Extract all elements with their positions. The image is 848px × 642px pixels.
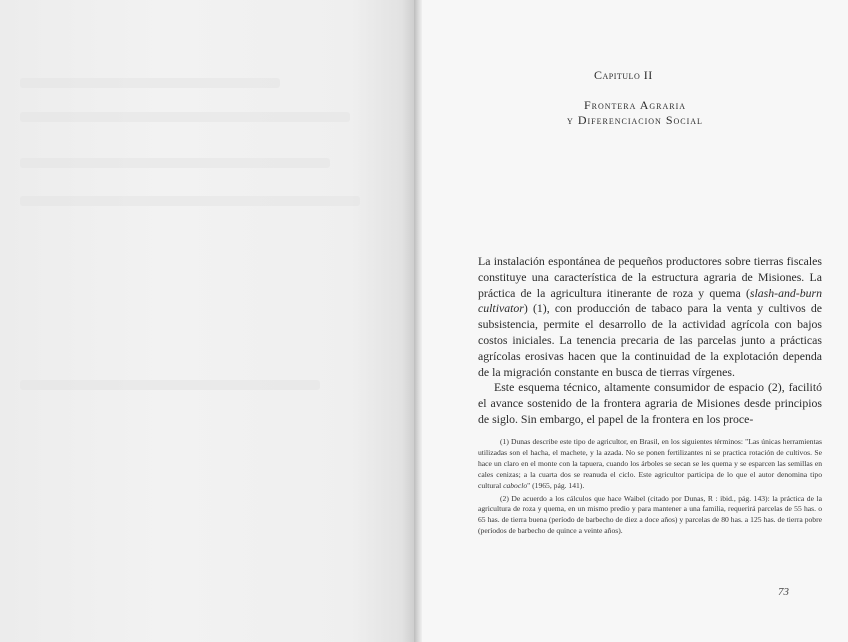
bleed-through-shadow [20, 196, 360, 206]
bleed-through-shadow [20, 78, 280, 88]
right-page [422, 0, 848, 642]
footnotes [478, 437, 822, 537]
bleed-through-shadow [20, 112, 350, 122]
footnote-1-text-a: (1) Dunas describe este tipo de agricultor, en Brasil, en los siguientes términos: "Las únicas herramientas utilizadas son el hacha, el machete, y la azada. No se ponen fertilizantes ni se practica rotación de cultivos. Se hace un claro en el monte con la tapuera, cuando los árboles se secan se les quema y se esparcen las semillas en cales cenizas; a la cuarta dos se reanuda el ciclo. Este agricultor participa de lo que el autor denomina tipo cultural [478, 437, 822, 490]
chapter-title-line1: Frontera Agraria [583, 98, 687, 112]
bleed-through-shadow [20, 158, 330, 168]
book-gutter [414, 0, 422, 642]
paragraph-1-text-a: La instalación espontánea de pequeños productores sobre tierras fiscales constituye una característica de la estructura agraria de Misiones. La práctica de la agricultura itinerante de roza y quema ( [478, 254, 822, 300]
bleed-through-shadow [20, 380, 320, 390]
paragraph-1-italic-term: slash-and-burn cultivator [478, 285, 822, 316]
page-number: 73 [778, 586, 789, 598]
footnote-1-text-b: " (1965, pág. 141). [527, 480, 585, 490]
chapter-label: Capitulo II [594, 68, 653, 82]
chapter-title-line2: y Diferenciacion Social [567, 113, 703, 127]
paragraph-1-text-b: ) (1), con producción de tabaco para la venta y cultivos de subsistencia, permite el desarrollo de la actividad agrícola con bajos costos iniciales. La tenencia precaria de las parcelas junto a prácticas agrícolas erosivas hacen que la continuidad de la explotación dependa de la migración constante en busca de tierras vírgenes. [478, 301, 822, 379]
footnote-1-italic-term: caboclo [503, 480, 528, 490]
footnote-2: (2) De acuerdo a los cálculos que hace Waibel (citado por Dunas, R : ibid., pág. 143): la práctica de la agricultura de roza y quema, en un mismo predio y para mantener a una familia, requerirá parcelas de 55 has. o 65 has. de tierra buena (período de barbecho de diez a doce años) y parcelas de 80 has. a 125 has. de tierra pobre (períodos de barbecho de quince a veinte años). [478, 493, 822, 536]
paragraph-2: Este esquema técnico, altamente consumidor de espacio (2), facilitó el avance sostenido de la frontera agraria de Misiones desde principios de siglo. Sin embargo, el papel de la frontera en los proce- [478, 380, 822, 426]
left-page-blank [0, 0, 414, 642]
footnote-1 [478, 437, 822, 492]
paragraph-1 [478, 254, 822, 380]
chapter-title [422, 98, 848, 128]
body-text [478, 254, 822, 428]
